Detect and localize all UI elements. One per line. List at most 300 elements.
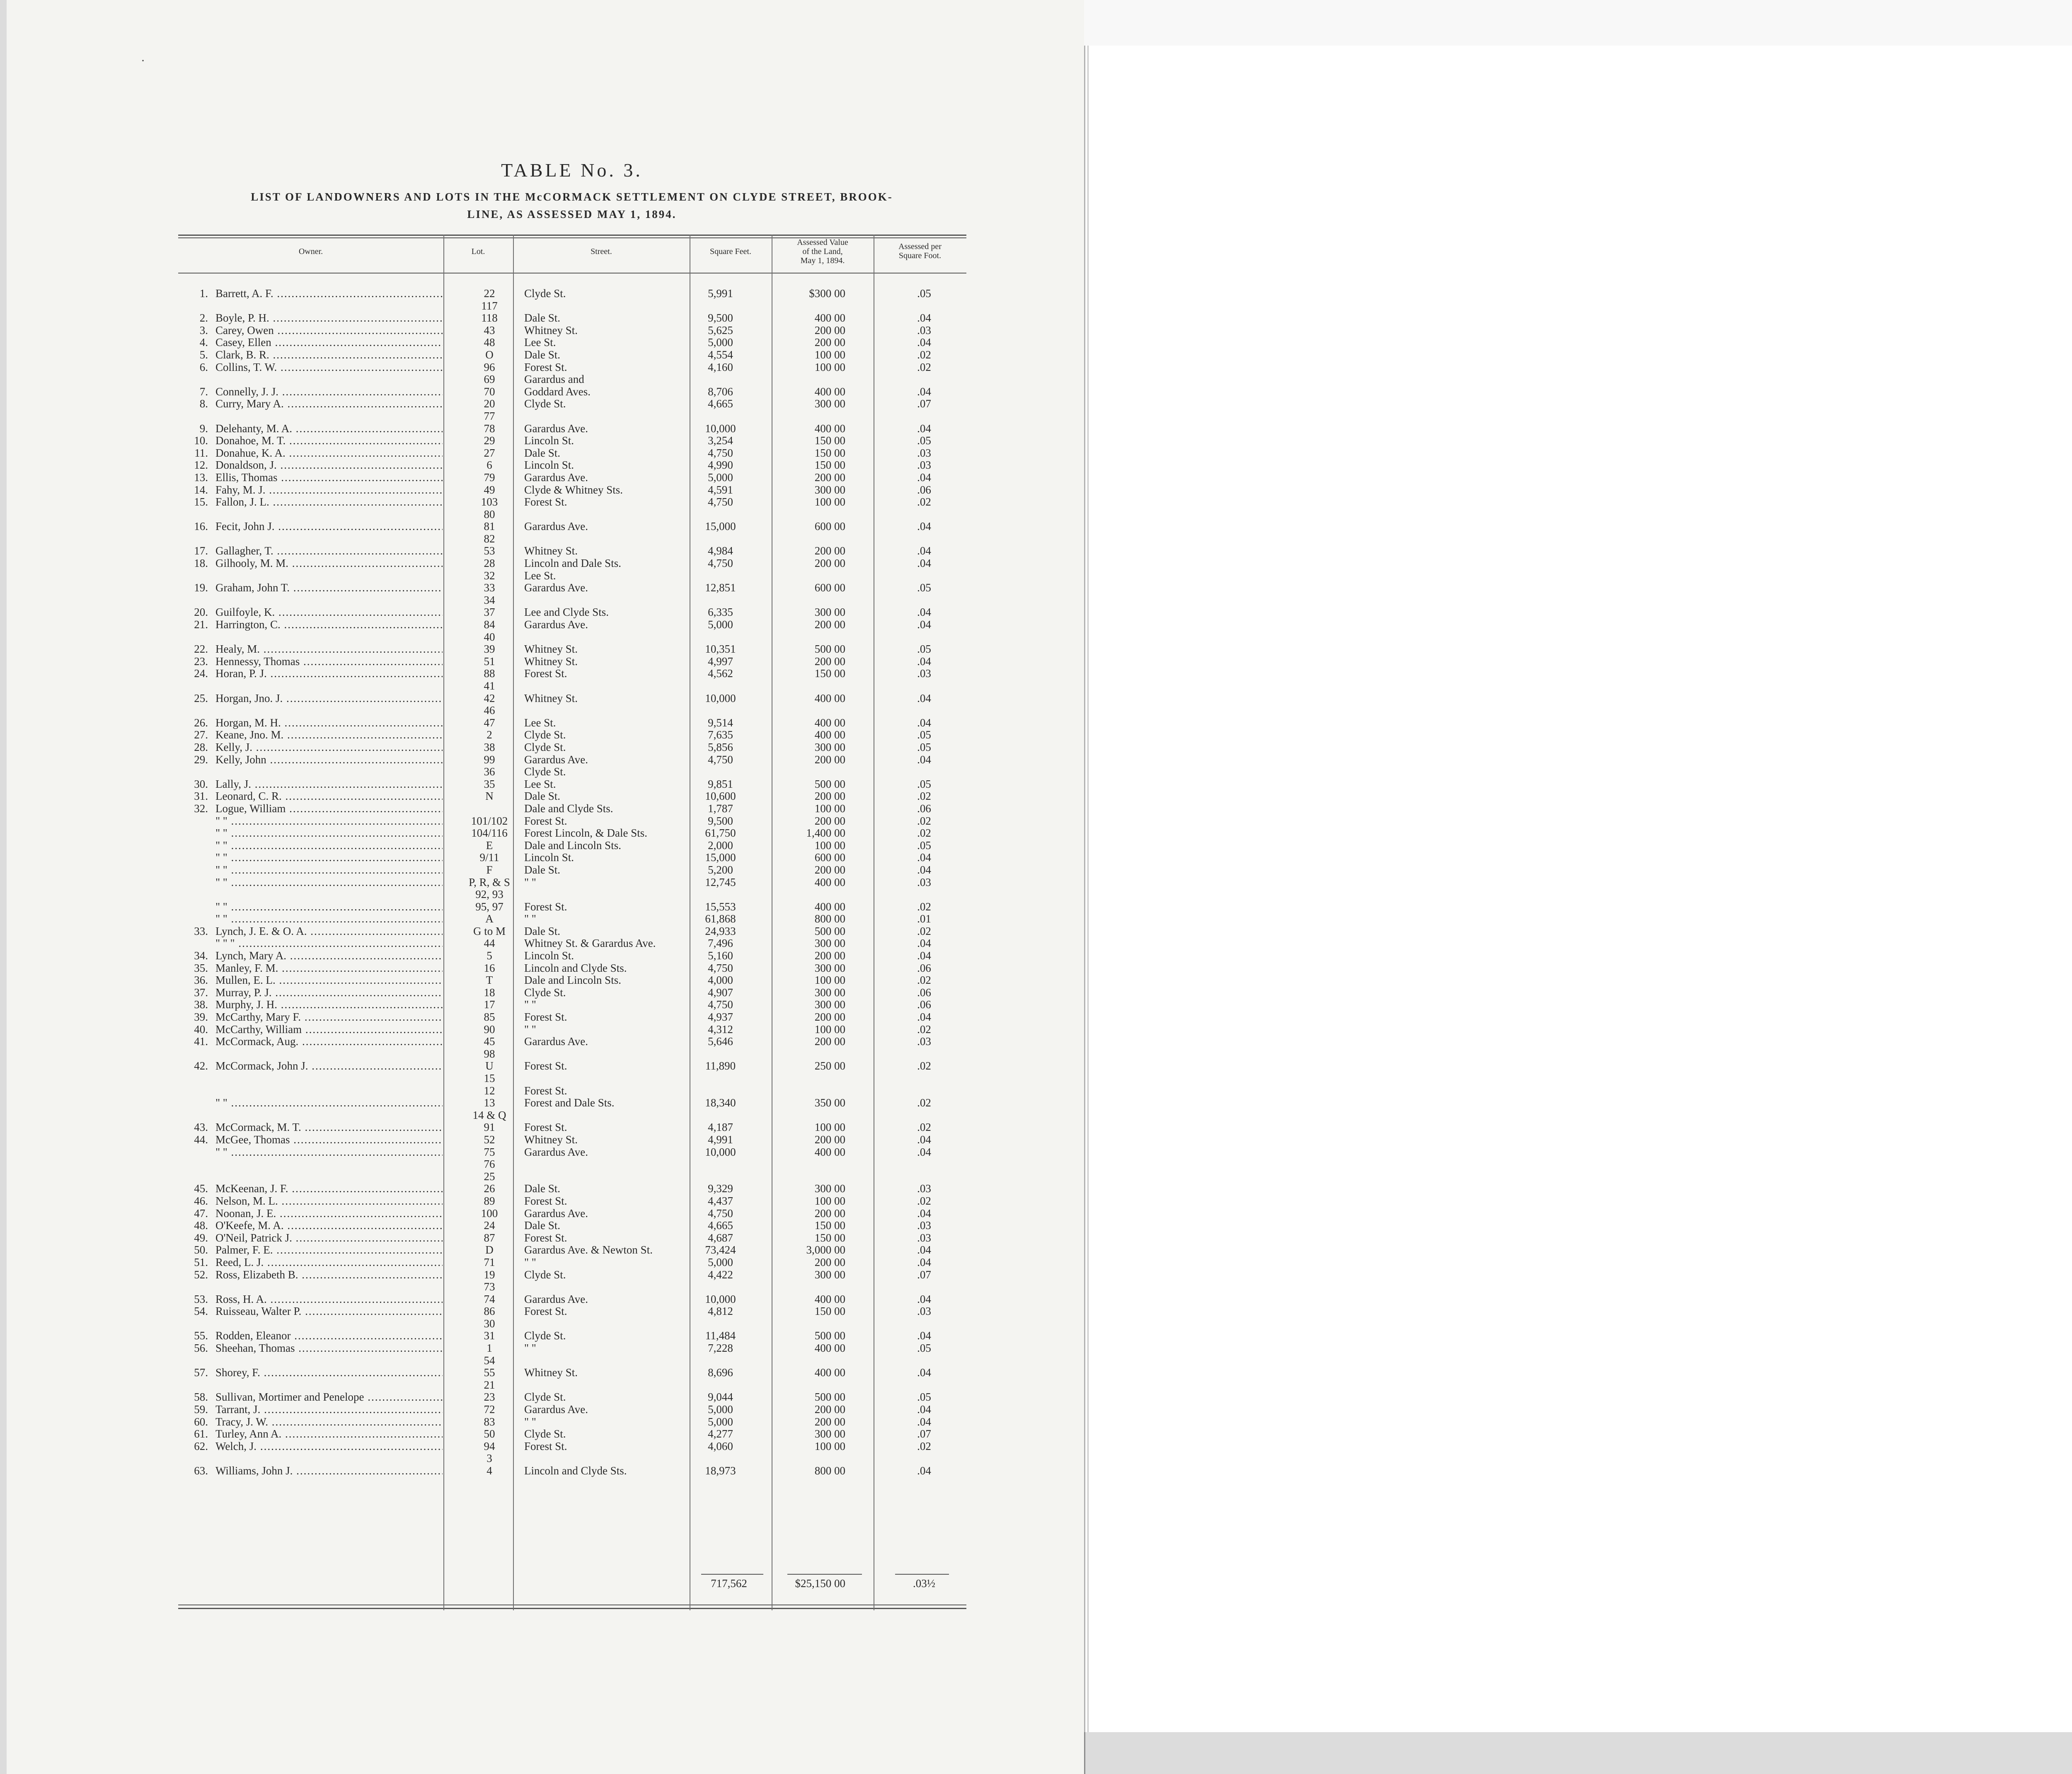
square-feet: 73,424 <box>705 1244 736 1256</box>
table-row <box>178 423 966 435</box>
assessed-value: $300 00 <box>809 287 845 300</box>
assessed-value: 1,400 00 <box>806 827 845 840</box>
square-feet: 2,000 <box>708 839 733 852</box>
street-name: Dale St. <box>524 348 560 361</box>
lot-number: 13 <box>484 1096 495 1109</box>
lot-number: G to M <box>473 925 506 937</box>
rate-per-foot: .03 <box>917 1305 931 1318</box>
row-number: 50. <box>194 1244 208 1256</box>
owner-name: " " ..... <box>215 852 443 864</box>
lot-number: 76 <box>484 1158 495 1171</box>
lot-number: 75 <box>484 1145 495 1158</box>
rate-per-foot: .04 <box>917 692 931 704</box>
owner-name: Manley, F. M. ..... <box>215 962 443 975</box>
owner-name: " " ..... <box>215 864 443 876</box>
row-number: 17. <box>194 545 208 557</box>
table-row <box>178 1379 966 1392</box>
lot-number: 55 <box>484 1366 495 1379</box>
owner-name: Connelly, J. J. ..... <box>215 386 443 398</box>
header-street: Street. <box>591 247 612 256</box>
street-name: Dale St. <box>524 1219 560 1232</box>
owner-name: Rodden, Eleanor ..... <box>215 1330 443 1342</box>
street-name: " " <box>524 1342 536 1355</box>
table-row <box>178 1293 966 1306</box>
row-number: 18. <box>194 557 208 570</box>
table-row <box>178 1158 966 1171</box>
square-feet: 3,254 <box>708 434 733 447</box>
table-row <box>178 373 966 386</box>
street-name: Lee St. <box>524 716 556 729</box>
row-number: 15. <box>194 496 208 508</box>
table-row <box>178 1232 966 1244</box>
rate-per-foot: .06 <box>917 483 931 496</box>
lot-number: 5 <box>487 949 492 962</box>
lot-number: E <box>486 839 493 852</box>
owner-name: Gilhooly, M. M. ..... <box>215 557 443 570</box>
square-feet: 5,646 <box>708 1035 733 1048</box>
rate-per-foot: .07 <box>917 1268 931 1281</box>
assessed-value: 300 00 <box>814 1268 845 1281</box>
square-feet: 5,000 <box>708 1415 733 1428</box>
rate-per-foot: .03 <box>917 1231 931 1244</box>
assessed-value: 200 00 <box>814 753 845 766</box>
rate-per-foot: .04 <box>917 385 931 398</box>
lot-number: 117 <box>481 299 498 312</box>
row-number: 58. <box>194 1391 208 1404</box>
square-feet: 9,851 <box>708 777 733 790</box>
assessed-value: 600 00 <box>814 520 845 533</box>
table-row <box>178 484 966 496</box>
rate-per-foot: .04 <box>917 1256 931 1268</box>
square-feet: 5,000 <box>708 471 733 484</box>
row-number: 27. <box>194 728 208 741</box>
owner-name: McCarthy, William ..... <box>215 1024 443 1036</box>
square-feet: 61,750 <box>705 827 736 840</box>
lot-number: 34 <box>484 593 495 606</box>
owner-name: Kelly, J. ..... <box>215 741 443 754</box>
table-row <box>178 1195 966 1208</box>
owner-name: Shorey, F. ..... <box>215 1367 443 1379</box>
row-number: 14. <box>194 483 208 496</box>
row-number: 8. <box>199 397 208 410</box>
lot-number: 37 <box>484 606 495 619</box>
table-title: TABLE No. 3. <box>501 160 643 181</box>
street-name: Lincoln and Dale Sts. <box>524 557 621 570</box>
rate-per-foot: .04 <box>917 422 931 435</box>
owner-name: McCormack, Aug. ..... <box>215 1036 443 1048</box>
total-value: $25,150 00 <box>795 1577 845 1590</box>
assessed-value: 100 00 <box>814 802 845 815</box>
street-name: Clyde St. <box>524 1268 566 1281</box>
assessed-value: 500 00 <box>814 1329 845 1342</box>
assessed-value: 200 00 <box>814 1133 845 1146</box>
rate-per-foot: .02 <box>917 827 931 840</box>
lot-number: 16 <box>484 961 495 974</box>
lot-number: 86 <box>484 1305 495 1318</box>
table-row <box>178 410 966 423</box>
row-number: 23. <box>194 655 208 668</box>
rate-per-foot: .05 <box>917 287 931 300</box>
rate-per-foot: .06 <box>917 802 931 815</box>
assessed-value: 200 00 <box>814 790 845 803</box>
row-number: 35. <box>194 961 208 974</box>
square-feet: 12,851 <box>705 581 736 594</box>
owner-name: " " ..... <box>215 827 443 840</box>
table-row <box>178 766 966 778</box>
lot-number: 45 <box>484 1035 495 1048</box>
rate-per-foot: .03 <box>917 446 931 459</box>
row-number: 21. <box>194 618 208 631</box>
street-name: Lincoln and Clyde Sts. <box>524 961 627 974</box>
table-row <box>178 594 966 607</box>
assessed-value: 300 00 <box>814 961 845 974</box>
row-number: 54. <box>194 1305 208 1318</box>
assessed-value: 300 00 <box>814 1428 845 1440</box>
assessed-value: 500 00 <box>814 777 845 790</box>
rate-per-foot: .02 <box>917 1060 931 1072</box>
street-name: Dale St. <box>524 863 560 876</box>
assessed-value: 250 00 <box>814 1060 845 1072</box>
total-per-foot: .03½ <box>913 1577 935 1590</box>
owner-name: Horan, P. J. ..... <box>215 668 443 680</box>
rate-per-foot: .04 <box>917 312 931 324</box>
assessed-value: 100 00 <box>814 1194 845 1207</box>
table-row <box>178 398 966 410</box>
rate-per-foot: .04 <box>917 1292 931 1305</box>
lot-number: 39 <box>484 643 495 656</box>
square-feet: 5,625 <box>708 324 733 336</box>
owner-name: Collins, T. W. ..... <box>215 361 443 374</box>
row-number: 47. <box>194 1207 208 1220</box>
owner-name: Lynch, J. E. & O. A. ..... <box>215 925 443 938</box>
square-feet: 9,500 <box>708 312 733 324</box>
lot-number: 94 <box>484 1440 495 1452</box>
owner-name: Leonard, C. R. ..... <box>215 790 443 803</box>
square-feet: 4,000 <box>708 974 733 987</box>
table-row <box>178 508 966 521</box>
row-number: 31. <box>194 790 208 803</box>
square-feet: 1,787 <box>708 802 733 815</box>
assessed-value: 400 00 <box>814 876 845 888</box>
assessed-value: 200 00 <box>814 557 845 570</box>
assessed-value: 800 00 <box>814 1464 845 1477</box>
table-row <box>178 570 966 582</box>
owner-name: " " ..... <box>215 1146 443 1159</box>
table-row <box>178 1318 966 1330</box>
table-row <box>178 827 966 840</box>
row-number: 33. <box>194 925 208 937</box>
assessed-value: 150 00 <box>814 446 845 459</box>
square-feet: 9,500 <box>708 814 733 827</box>
table-row <box>178 913 966 925</box>
right-page-top-margin <box>1084 0 2072 46</box>
table-row <box>178 741 966 754</box>
owner-name: Curry, Mary A. ..... <box>215 398 443 410</box>
lot-number: 22 <box>484 287 495 300</box>
lot-number: 35 <box>484 777 495 790</box>
street-name: Lincoln and Clyde Sts. <box>524 1464 627 1477</box>
lot-number: D <box>485 1244 494 1256</box>
lot-number: 52 <box>484 1133 495 1146</box>
lot-number: N <box>485 790 494 803</box>
street-name: Clyde St. <box>524 741 566 753</box>
lot-number: 15 <box>484 1072 495 1084</box>
assessed-value: 500 00 <box>814 1391 845 1404</box>
street-name: Garardus Ave. <box>524 520 588 533</box>
square-feet: 11,484 <box>705 1329 736 1342</box>
owner-name: " " " ..... <box>215 937 443 950</box>
assessed-value: 200 00 <box>814 545 845 557</box>
table-row <box>178 324 966 337</box>
assessed-value: 100 00 <box>814 1121 845 1134</box>
owner-name: McGee, Thomas ..... <box>215 1134 443 1146</box>
lot-number: 54 <box>484 1354 495 1367</box>
header-lot: Lot. <box>471 247 485 256</box>
lot-number: 72 <box>484 1403 495 1416</box>
row-number: 56. <box>194 1342 208 1355</box>
assessed-value: 200 00 <box>814 471 845 484</box>
row-number: 2. <box>199 312 208 324</box>
table-row <box>178 300 966 312</box>
row-number: 39. <box>194 1011 208 1024</box>
square-feet: 4,997 <box>708 655 733 668</box>
lot-number: 80 <box>484 508 495 520</box>
owner-name: Horgan, M. H. ..... <box>215 717 443 729</box>
rate-per-foot: .05 <box>917 1391 931 1404</box>
assessed-value: 200 00 <box>814 1415 845 1428</box>
owner-name: Barrett, A. F. ..... <box>215 288 443 300</box>
row-number: 51. <box>194 1256 208 1268</box>
owner-name: Murphy, J. H. ..... <box>215 999 443 1011</box>
rate-per-foot: .04 <box>917 471 931 484</box>
rate-per-foot: .04 <box>917 1207 931 1220</box>
street-name: Forest St. <box>524 1231 567 1244</box>
lot-number: T <box>486 974 493 987</box>
square-feet: 4,060 <box>708 1440 733 1452</box>
lot-number: 33 <box>484 581 495 594</box>
lot-number: 73 <box>484 1280 495 1293</box>
assessed-value: 100 00 <box>814 1440 845 1452</box>
assessed-value: 400 00 <box>814 1366 845 1379</box>
rate-per-foot: .03 <box>917 1035 931 1048</box>
street-name: Goddard Aves. <box>524 385 591 398</box>
square-feet: 4,984 <box>708 545 733 557</box>
street-name: Forest St. <box>524 900 567 913</box>
square-feet: 4,990 <box>708 459 733 472</box>
table-row <box>178 803 966 815</box>
table-row <box>178 864 966 876</box>
owner-name: Noonan, J. E. ..... <box>215 1208 443 1220</box>
street-name: Lincoln St. <box>524 851 574 864</box>
rate-per-foot: .04 <box>917 618 931 631</box>
owner-name: Ellis, Thomas ..... <box>215 472 443 484</box>
row-number: 28. <box>194 741 208 753</box>
assessed-value: 300 00 <box>814 937 845 950</box>
assessed-value: 100 00 <box>814 974 845 987</box>
square-feet: 10,351 <box>705 643 736 656</box>
owner-name: McCormack, M. T. ..... <box>215 1121 443 1134</box>
lot-number: 32 <box>484 569 495 582</box>
row-number: 49. <box>194 1231 208 1244</box>
table-row <box>178 1072 966 1085</box>
street-name: Clyde St. <box>524 728 566 741</box>
row-number: 19. <box>194 581 208 594</box>
table-row <box>178 520 966 533</box>
assessed-value: 200 00 <box>814 618 845 631</box>
square-feet: 4,750 <box>708 1207 733 1220</box>
owner-name: Lally, J. ..... <box>215 778 443 791</box>
square-feet: 4,665 <box>708 397 733 410</box>
total-rule-per-foot <box>895 1574 949 1575</box>
square-feet: 18,973 <box>705 1464 736 1477</box>
assessed-value: 400 00 <box>814 728 845 741</box>
owner-name: Sullivan, Mortimer and Penelope ..... <box>215 1391 443 1404</box>
owner-name: Ross, Elizabeth B. ..... <box>215 1269 443 1281</box>
header-assessed-value-line-2: of the Land, <box>802 247 843 256</box>
lot-number: 9/11 <box>479 851 499 864</box>
street-name: Forest St. <box>524 361 567 373</box>
row-number: 48. <box>194 1219 208 1232</box>
row-number: 13. <box>194 471 208 484</box>
rate-per-foot: .05 <box>917 581 931 594</box>
top-rule <box>178 235 966 236</box>
table-row <box>178 1330 966 1342</box>
margin-mark: · <box>141 54 145 68</box>
table-row <box>178 1171 966 1183</box>
street-name: " " <box>524 1256 536 1268</box>
row-number: 57. <box>194 1366 208 1379</box>
lot-number: 47 <box>484 716 495 729</box>
lot-number: 81 <box>484 520 495 533</box>
rate-per-foot: .05 <box>917 839 931 852</box>
rate-per-foot: .07 <box>917 397 931 410</box>
street-name: Garardus Ave. <box>524 422 588 435</box>
row-number: 53. <box>194 1292 208 1305</box>
row-number: 5. <box>199 348 208 361</box>
rate-per-foot: .02 <box>917 1194 931 1207</box>
lot-number: 4 <box>487 1464 492 1477</box>
owner-name: Welch, J. ..... <box>215 1440 443 1453</box>
table-row <box>178 778 966 791</box>
rate-per-foot: .04 <box>917 557 931 570</box>
rate-per-foot: .04 <box>917 655 931 668</box>
right-page-edge-line <box>1087 46 1089 1732</box>
row-number: 29. <box>194 753 208 766</box>
square-feet: 61,868 <box>705 912 736 925</box>
lot-number: 100 <box>481 1207 498 1220</box>
lot-number: 91 <box>484 1121 495 1134</box>
assessed-value: 200 00 <box>814 814 845 827</box>
lot-number: 89 <box>484 1194 495 1207</box>
table-row <box>178 1342 966 1355</box>
rate-per-foot: .03 <box>917 324 931 336</box>
street-name: Forest St. <box>524 814 567 827</box>
row-number: 55. <box>194 1329 208 1342</box>
rate-per-foot: .06 <box>917 961 931 974</box>
table-row <box>178 1097 966 1109</box>
table-row <box>178 852 966 864</box>
table-row <box>178 619 966 631</box>
row-number: 11. <box>194 446 208 459</box>
lot-number: U <box>485 1060 494 1072</box>
square-feet: 7,635 <box>708 728 733 741</box>
rate-per-foot: .03 <box>917 876 931 888</box>
table-subtitle <box>178 188 966 223</box>
lot-number: 88 <box>484 667 495 680</box>
lot-number: 3 <box>487 1452 492 1465</box>
table-row <box>178 1146 966 1159</box>
lot-number: 83 <box>484 1415 495 1428</box>
table-row <box>178 704 966 717</box>
table-row <box>178 950 966 962</box>
row-number: 61. <box>194 1428 208 1440</box>
square-feet: 6,335 <box>708 606 733 619</box>
owner-name: Turley, Ann A. ..... <box>215 1428 443 1440</box>
assessed-value: 400 00 <box>814 692 845 704</box>
table-row <box>178 1305 966 1318</box>
table-row <box>178 1465 966 1477</box>
table-row <box>178 1416 966 1428</box>
square-feet: 15,000 <box>705 520 736 533</box>
assessed-value: 300 00 <box>814 998 845 1011</box>
table-row <box>178 349 966 361</box>
lot-number: 2 <box>487 728 492 741</box>
row-number: 20. <box>194 606 208 619</box>
row-number: 3. <box>199 324 208 336</box>
lot-number: P, R, & S <box>469 876 510 888</box>
assessed-value: 100 00 <box>814 1023 845 1036</box>
table-row <box>178 1121 966 1134</box>
rate-per-foot: .05 <box>917 728 931 741</box>
street-name: Clyde St. <box>524 287 566 300</box>
rate-per-foot: .04 <box>917 1145 931 1158</box>
street-name: Forest St. <box>524 1194 567 1207</box>
street-name: " " <box>524 1415 536 1428</box>
table-row <box>178 962 966 975</box>
table-row <box>178 1355 966 1367</box>
table-row <box>178 999 966 1011</box>
table-row <box>178 1011 966 1024</box>
lot-number: 69 <box>484 373 495 386</box>
lot-number: 77 <box>484 409 495 422</box>
assessed-value: 150 00 <box>814 1231 845 1244</box>
subtitle-line-1: LIST OF LANDOWNERS AND LOTS IN THE McCORMACK SETTLEMENT ON CLYDE STREET, BROOK- <box>251 191 893 203</box>
square-feet: 8,706 <box>708 385 733 398</box>
lot-number: 30 <box>484 1317 495 1330</box>
square-feet: 10,000 <box>705 422 736 435</box>
lot-number: 84 <box>484 618 495 631</box>
rate-per-foot: .04 <box>917 937 931 950</box>
owner-name: Palmer, F. E. ..... <box>215 1244 443 1256</box>
table-row <box>178 717 966 729</box>
table-row <box>178 1244 966 1256</box>
lot-number: 99 <box>484 753 495 766</box>
street-name: Lee St. <box>524 777 556 790</box>
row-number: 52. <box>194 1268 208 1281</box>
square-feet: 5,200 <box>708 863 733 876</box>
owner-name: Carey, Owen ..... <box>215 324 443 337</box>
lot-number: 31 <box>484 1329 495 1342</box>
table-row <box>178 1048 966 1060</box>
lot-number: 24 <box>484 1219 495 1232</box>
table-row <box>178 472 966 484</box>
owner-name: Gallagher, T. ..... <box>215 545 443 557</box>
assessed-value: 300 00 <box>814 741 845 753</box>
street-name: Dale St. <box>524 790 560 803</box>
lot-number: 103 <box>481 496 498 508</box>
street-name: Lee St. <box>524 569 556 582</box>
street-name: Forest St. <box>524 496 567 508</box>
